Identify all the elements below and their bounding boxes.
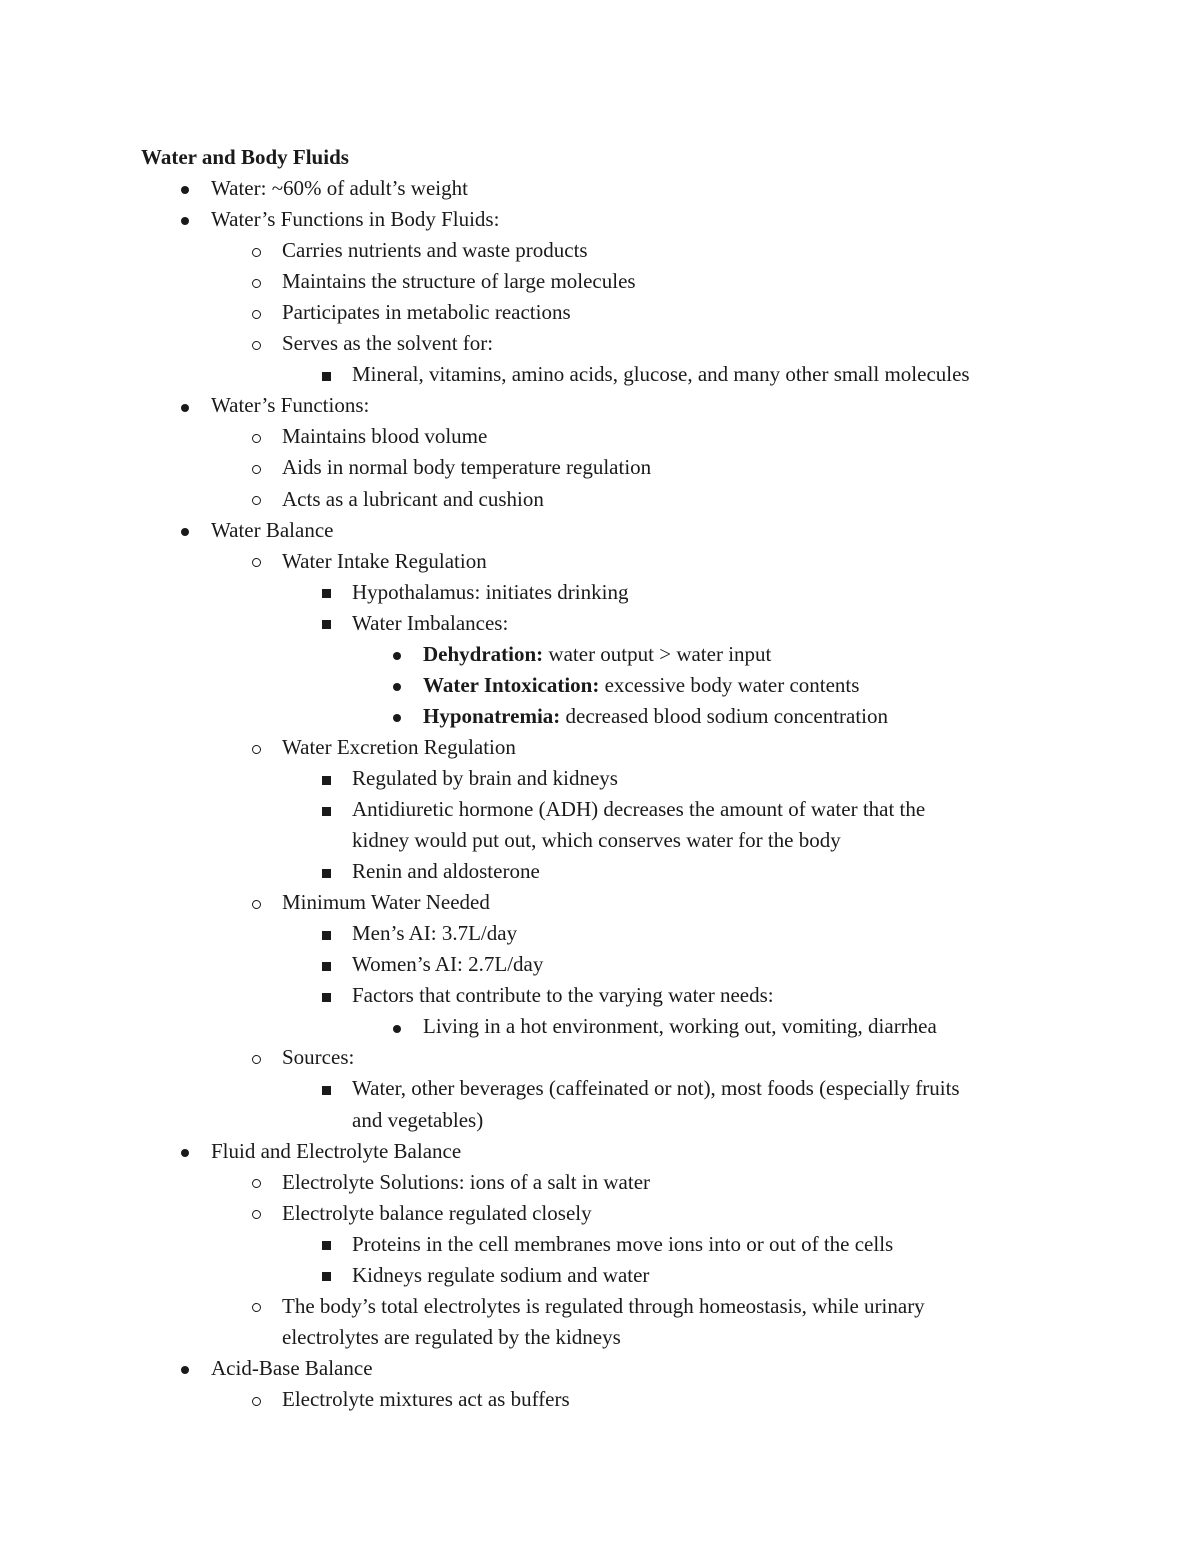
list-item-text: Living in a hot environment, working out, vomiting, diarrhea [423,1014,937,1039]
disc-bullet-icon [175,204,195,235]
disc-bullet-icon [387,1011,407,1042]
list-item [211,173,468,204]
term-label: Hyponatremia: [423,703,561,728]
list-item [282,297,571,328]
square-bullet-icon [316,1229,336,1260]
disc-bullet-icon [175,390,195,421]
list-item [211,1136,461,1167]
list-item [282,235,588,266]
circle-bullet-icon [246,1167,266,1198]
square-bullet-icon [316,980,336,1011]
list-item-text: Water Intake Regulation [282,548,487,573]
list-item-text: Fluid and Electrolyte Balance [211,1138,462,1163]
list-item-text: Maintains the structure of large molecules [282,269,636,294]
square-bullet-icon [316,856,336,887]
list-item [282,1384,570,1415]
list-item-text: Mineral, vitamins, amino acids, glucose, and many other small molecules [352,362,970,387]
list-item-text: Acid-Base Balance [211,1355,373,1380]
disc-bullet-icon [175,1353,195,1384]
list-item [282,732,516,763]
list-item-text: Water Imbalances: [352,610,509,635]
list-item-text: excessive body water contents [599,672,860,697]
circle-bullet-icon [246,328,266,359]
list-item-text: electrolytes are regulated by the kidneys [282,1324,621,1349]
circle-bullet-icon [246,297,266,328]
term-label: Water Intoxication: [423,672,600,697]
square-bullet-icon [316,794,336,825]
circle-bullet-icon [246,887,266,918]
list-item [352,918,517,949]
circle-bullet-icon [246,1198,266,1229]
list-item-text: Participates in metabolic reactions [282,300,571,325]
list-item-text: Water: ~60% of adult’s weight [211,176,468,200]
list-item [211,390,369,421]
list-item-text: Maintains blood volume [282,424,488,449]
list-item [282,421,487,452]
list-item [282,484,544,515]
list-item-text: Electrolyte Solutions: ions of a salt in water [282,1169,651,1194]
circle-bullet-icon [246,1384,266,1415]
term-label: Dehydration: [423,641,544,666]
list-item-text: Acts as a lubricant and cushion [282,486,544,511]
disc-bullet-icon [175,1136,195,1167]
list-item [282,887,490,918]
list-item [352,794,925,825]
list-item-text: decreased blood sodium concentration [560,703,889,728]
square-bullet-icon [316,949,336,980]
list-item-text: Regulated by brain and kidneys [352,765,618,790]
list-item [352,1229,893,1260]
disc-bullet-icon [387,670,407,701]
list-item-text: Aids in normal body temperature regulation [282,455,652,480]
list-item [282,1198,592,1229]
list-item-text: Antidiuretic hormone (ADH) decreases the amount of water that the [352,797,926,821]
list-item [211,1353,373,1384]
list-item [423,670,859,701]
list-item-text: Men’s AI: 3.7L/day [352,921,518,946]
circle-bullet-icon [246,421,266,452]
list-item-text: Proteins in the cell membranes move ions into or out of the cells [352,1231,894,1256]
list-item-text: Water Balance [211,517,334,542]
list-item [352,856,540,887]
square-bullet-icon [316,763,336,794]
list-item-text: Water’s Functions: [211,393,370,418]
list-item-text: and vegetables) [352,1107,484,1132]
list-item [352,1073,960,1104]
square-bullet-icon [316,1073,336,1104]
list-item-text: Minimum Water Needed [282,890,490,915]
list-item-text: Electrolyte mixtures act as buffers [282,1386,570,1411]
list-item [352,359,970,390]
square-bullet-icon [316,359,336,390]
list-item [423,1011,937,1042]
list-item-text: Factors that contribute to the varying water needs: [352,983,774,1008]
list-item [282,546,487,577]
list-item [282,266,636,297]
list-item-text: Renin and aldosterone [352,859,540,884]
list-item-text: Sources: [282,1045,355,1070]
list-item-text: Hypothalamus: initiates drinking [352,579,629,604]
list-item [282,1167,650,1198]
list-item [211,515,333,546]
list-item [282,1042,354,1073]
circle-bullet-icon [246,546,266,577]
list-item [352,980,774,1011]
circle-bullet-icon [246,266,266,297]
list-item [282,1322,621,1353]
circle-bullet-icon [246,732,266,763]
list-item [352,949,543,980]
circle-bullet-icon [246,452,266,483]
disc-bullet-icon [387,639,407,670]
disc-bullet-icon [175,173,195,204]
list-item-text: water output > water input [543,641,772,666]
circle-bullet-icon [246,1291,266,1322]
circle-bullet-icon [246,1042,266,1073]
list-item [211,204,499,235]
list-item [352,577,628,608]
list-item-text: Water Excretion Regulation [282,734,516,759]
square-bullet-icon [316,577,336,608]
disc-bullet-icon [175,515,195,546]
list-item-text: Electrolyte balance regulated closely [282,1200,592,1225]
page-title: Water and Body Fluids [141,145,349,169]
list-item-text: Kidneys regulate sodium and water [352,1262,650,1287]
list-item [352,1105,483,1136]
list-item [282,1291,925,1322]
circle-bullet-icon [246,484,266,515]
square-bullet-icon [316,608,336,639]
list-item-text: Women’s AI: 2.7L/day [352,952,544,977]
circle-bullet-icon [246,235,266,266]
list-item [423,639,771,670]
disc-bullet-icon [387,701,407,732]
list-item [282,452,651,483]
list-item-text: The body’s total electrolytes is regulated through homeostasis, while urinary [282,1293,925,1318]
list-item [352,1260,649,1291]
list-item [352,825,841,856]
square-bullet-icon [316,918,336,949]
list-item [423,701,888,732]
square-bullet-icon [316,1260,336,1291]
list-item-text: Serves as the solvent for: [282,331,494,356]
list-item-text: Carries nutrients and waste products [282,238,588,263]
list-item-text: Water’s Functions in Body Fluids: [211,207,500,232]
list-item [352,608,508,639]
list-item-text: Water, other beverages (caffeinated or not), most foods (especially fruits [352,1076,960,1101]
list-item [282,328,493,359]
list-item-text: kidney would put out, which conserves water for the body [352,828,841,853]
list-item [352,763,618,794]
